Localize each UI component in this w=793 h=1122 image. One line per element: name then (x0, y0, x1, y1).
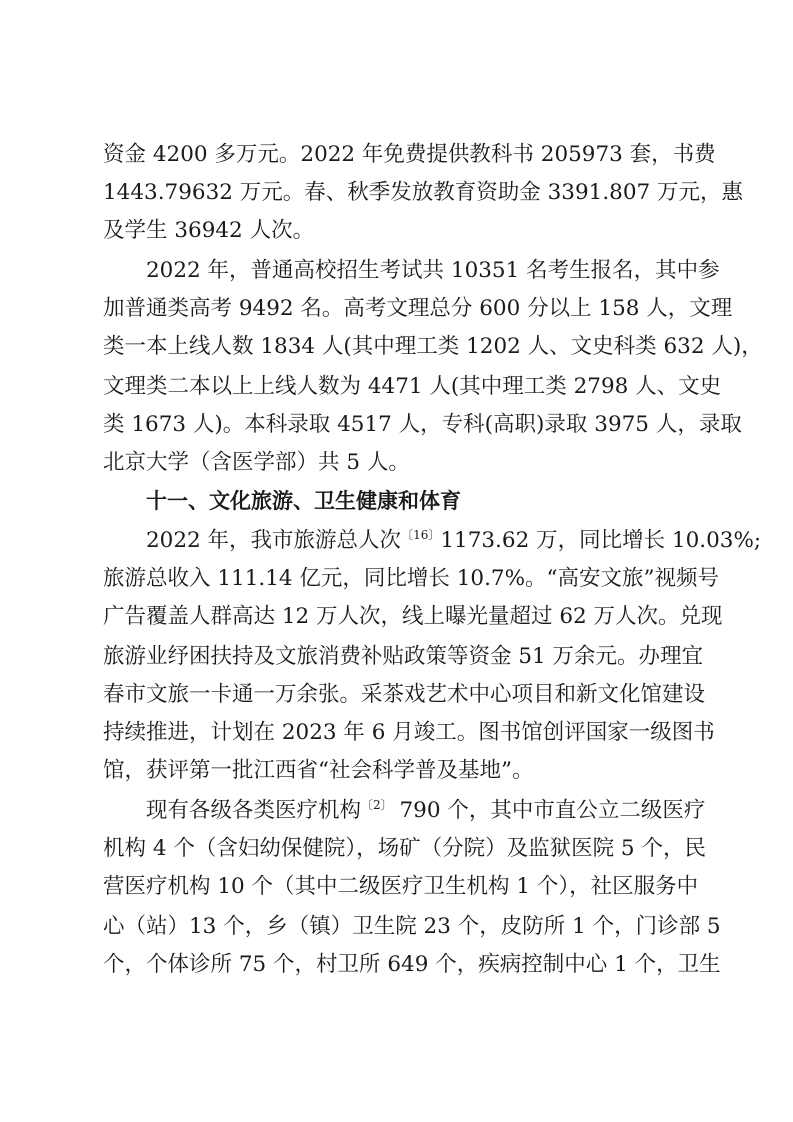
paragraph-college-exam-line: 类 1673 人)。本科录取 4517 人，专科(高职)录取 3975 人，录取 (103, 412, 742, 437)
paragraph-tourism-line (146, 526, 762, 556)
paragraph-college-exam-line: 2022 年，普通高校招生考试共 10351 名考生报名，其中参 (146, 258, 720, 283)
paragraph-education-funding-line: 及学生 36942 人次。 (103, 218, 315, 243)
paragraph-college-exam-line: 文理类二本以上上线人数为 4471 人(其中理工类 2798 人、文史 (103, 374, 722, 399)
section-heading: 十一、文化旅游、卫生健康和体育 (146, 489, 461, 513)
footnote-marker: 〔2〕 (361, 797, 393, 812)
paragraph-tourism-line: 馆，获评第一批江西省“社会科学普及基地”。 (103, 758, 534, 783)
footnote-marker: 〔16〕 (401, 527, 441, 542)
paragraph-medical-text: 790 个，其中市直公立二级医疗 (392, 798, 706, 823)
paragraph-college-exam-line: 北京大学（含医学部）共 5 人。 (103, 450, 410, 475)
paragraph-tourism-line: 旅游业纾困扶持及文旅消费补贴政策等资金 51 万余元。办理宜 (103, 644, 704, 669)
paragraph-medical-line: 个，个体诊所 75 个，村卫所 649 个，疾病控制中心 1 个，卫生 (103, 952, 721, 977)
paragraph-medical-line (146, 796, 706, 826)
paragraph-medical-line: 机构 4 个（含妇幼保健院），场矿（分院）及监狱医院 5 个，民 (103, 836, 706, 861)
paragraph-tourism-text: 2022 年，我市旅游总人次 (146, 528, 402, 553)
paragraph-tourism-line: 春市文旅一卡通一万余张。采茶戏艺术中心项目和新文化馆建设 (103, 682, 706, 707)
paragraph-tourism-line: 广告覆盖人群高达 12 万人次，线上曝光量超过 62 万人次。兑现 (103, 604, 723, 629)
paragraph-education-funding-line: 资金 4200 多万元。2022 年免费提供教科书 205973 套，书费 (103, 142, 716, 167)
paragraph-tourism-line: 旅游总收入 111.14 亿元，同比增长 10.7%。“高安文旅”视频号 (103, 566, 720, 591)
paragraph-college-exam-line: 加普通类高考 9492 名。高考文理总分 600 分以上 158 人，文理 (103, 296, 733, 321)
paragraph-college-exam-line: 类一本上线人数 1834 人(其中理工类 1202 人、文史科类 632 人)， (103, 334, 763, 359)
paragraph-medical-line: 心（站）13 个，乡（镇）卫生院 23 个，皮防所 1 个，门诊部 5 (103, 914, 721, 939)
paragraph-tourism-line: 持续推进，计划在 2023 年 6 月竣工。图书馆创评国家一级图书 (103, 720, 715, 745)
paragraph-medical-text: 现有各级各类医疗机构 (146, 798, 362, 823)
paragraph-education-funding-line: 1443.79632 万元。春、秋季发放教育资助金 3391.807 万元，惠 (103, 180, 744, 205)
paragraph-tourism-text: 1173.62 万，同比增长 10.03%; (440, 528, 762, 553)
paragraph-medical-line: 营医疗机构 10 个（其中二级医疗卫生机构 1 个），社区服务中 (103, 874, 699, 899)
